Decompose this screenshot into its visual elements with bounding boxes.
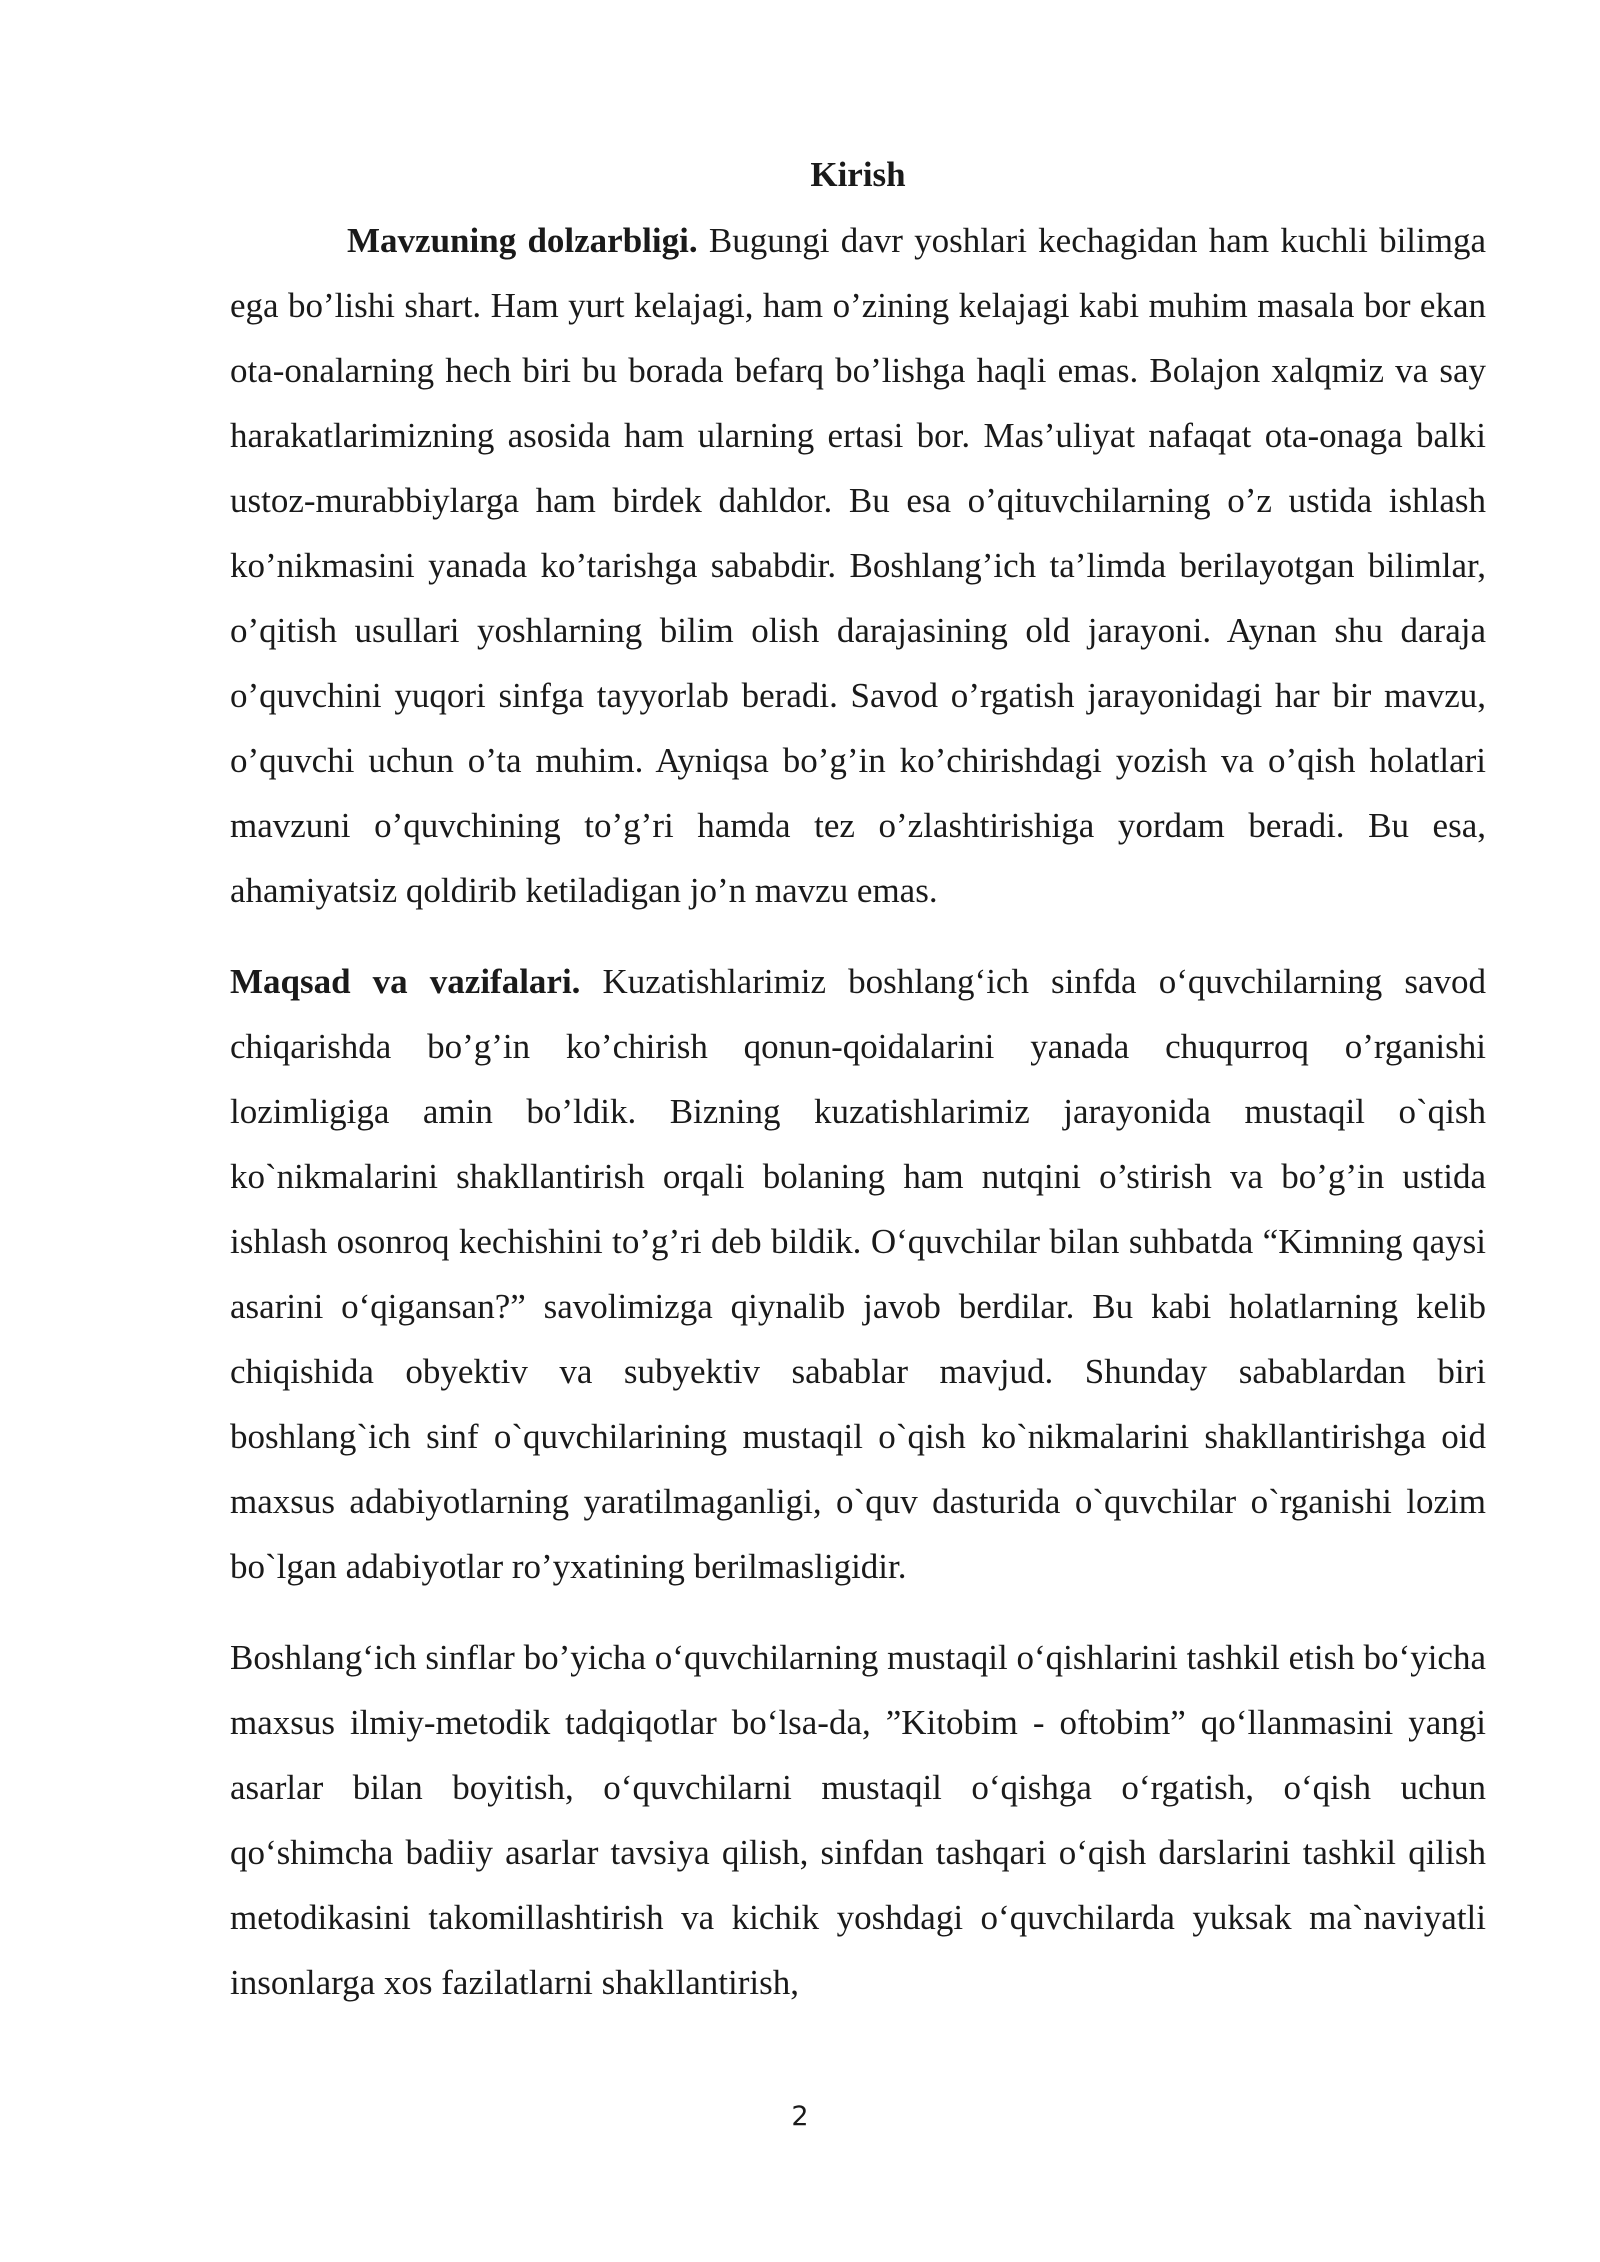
section-title: Kirish <box>810 155 906 194</box>
page-content <box>230 148 1486 2015</box>
paragraph-relevance-text: Bugungi davr yoshlari kechagidan ham kuchli bilimga ega bo’lishi shart. Ham yurt kelajagi, ham o’zining kelajagi kabi muhim masala bor ekan ota-onalarning hech biri bu borada befarq bo’lishga haqli emas. Bolajon xalqmiz va say harakatlarimizning asosida ham ularning ertasi bor. Mas’uliyat nafaqat ota-onaga balki ustoz-murabbiylarga ham birdek dahldor. Bu esa o’qituvchilarning o’z ustida ishlash ko’nikmasini yanada ko’tarishga sababdir. Boshlang’ich ta’limda berilayotgan bilimlar, o’qitish usullari yoshlarning bilim olish darajasining old jarayoni. Aynan shu daraja o’quvchini yuqori sinfga tayyorlab beradi. Savod o’rgatish jarayonidagi har bir mavzu, o’quvchi uchun o’ta muhim. Ayniqsa bo’g’in ko’chirishdagi yozish va o’qish holatlari mavzuni o’quvchining to’g’ri hamda tez o’zlashtirishiga yordam beradi. Bu esa, ahamiyatsiz qoldirib ketiladigan jo’n mavzu emas. <box>230 221 1486 910</box>
paragraph-relevance-heading: Mavzuning dolzarbligi. <box>347 221 698 260</box>
paragraph-goals-heading: Maqsad va vazifalari. <box>230 962 581 1001</box>
paragraph-goals-text: Kuzatishlarimiz boshlang‘ich sinfda o‘quvchilarning savod chiqarishda bo’g’in ko’chirish qonun-qoidalarini yanada chuqurroq o’rganishi lozimligiga amin bo’ldik. Bizning kuzatishlarimiz jarayonida mustaqil o`qish ko`nikmalarini shakllantirish orqali bolaning ham nutqini o’stirish va bo’g’in ustida ishlash osonroq kechishini to’g’ri deb bildik. O‘quvchilar bilan suhbatda “Kimning qaysi asarini o‘qigansan?” savolimizga qiynalib javob berdilar. Bu kabi holatlarning kelib chiqishida obyektiv va subyektiv sabablar mavjud. Shunday sabablardan biri boshlang`ich sinf o`quvchilarining mustaqil o`qish ko`nikmalarini shakllantirishga oid maxsus adabiyotlarning yaratilmaganligi, o`quv dasturida o`quvchilar o`rganishi lozim bo`lgan adabiyotlar ro’yxatining berilmasligidir. <box>230 962 1486 1586</box>
page-number: 2 <box>791 2101 809 2132</box>
paragraph-relevance <box>230 208 1486 923</box>
paragraph-goals <box>230 949 1486 1599</box>
paragraph-primary-classes <box>230 1625 1486 2015</box>
paragraph-primary-classes-text: Boshlang‘ich sinflar bo’yicha o‘quvchilarning mustaqil o‘qishlarini tashkil etish bo‘yicha maxsus ilmiy-metodik tadqiqotlar bo‘lsa-da, ”Kitobim - oftobim” qo‘llanmasini yangi asarlar bilan boyitish, o‘quvchilarni mustaqil o‘qishga o‘rgatish, o‘qish uchun qo‘shimcha badiiy asarlar tavsiya qilish, sinfdan tashqari o‘qish darslarini tashkil qilish metodikasini takomillashtirish va kichik yoshdagi o‘quvchilarda yuksak ma`naviyatli insonlarga xos fazilatlarni shakllantirish, <box>230 1638 1486 2002</box>
